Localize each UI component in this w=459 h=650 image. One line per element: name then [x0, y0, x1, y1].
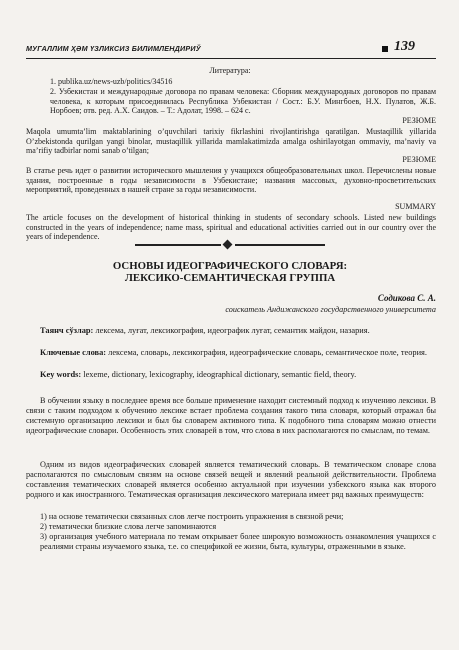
ornament-right-bar: [235, 244, 325, 246]
keywords-ru-text: лексема, словарь, лексикография, идеографические словарь, семантическое поле, теория.: [108, 348, 428, 357]
keywords-en-text: lexeme, dictionary, lexicography, ideographical dictionary, semantic field, theory.: [83, 370, 357, 379]
keywords-uz: [26, 326, 436, 336]
list-item: 2) тематически близкие слова легче запоминаются: [40, 522, 217, 531]
reference-item-2: 2. Узбекистан и международные договора по правам человека: Сборник международных договоров по правам человека, к которым присоединилась Республика Узбекистан / Сост.: Б.У. Мингбоев, Н.Х. Пулатов, Ж.Б. Норбоев; отв. ред. А.Х. Саидов. – Т.: Адолат, 1998. – 624 с.: [50, 87, 436, 116]
reference-item-1: 1. publika.uz/news-uzb/politics/34516: [50, 77, 173, 86]
keywords-en: [26, 370, 436, 380]
references-heading: Литература:: [209, 66, 251, 75]
page-number: 139: [394, 39, 415, 54]
article-title-line-1: ОСНОВЫ ИДЕОГРАФИЧЕСКОГО СЛОВАРЯ:: [112, 260, 348, 272]
abstract-ru-heading: РЕЗЮМЕ: [402, 155, 436, 164]
abstract-ru-text: В статье речь идет о развитии исторического мышления у учащихся общеобразовательных школ. Перечислены новые здания, построенные в годы независимости в Узбекистане; названия массовых, духовно-просветительских мероприятий, проведенных в нашей стране за годы независимости.: [26, 166, 436, 195]
abstract-uz-text: Maqola umumta’lim maktablarining o’quvchilari tarixiy fikrlashini rivojlantirishga qaratilgan. Mustaqillik yillarida O’zbekistonda qurilgan yangi binolar, mustaqillik yillarida mamlakatimizda amalga oshirilayotgan ommaviy, ma’naviy va ma’rifiy tadbirlar nomi sanab o’tilgan;: [26, 127, 436, 156]
running-header: [26, 39, 436, 58]
keywords-ru-label: Ключевые слова:: [40, 348, 107, 357]
summary-heading: SUMMARY: [395, 202, 436, 211]
header-rule: [26, 58, 436, 59]
author-affiliation: соискатель Андижанского государственного университета: [225, 305, 436, 314]
advantages-list: [40, 512, 436, 552]
list-item: 3) организация учебного материала по темам открывает более широкую возможность ознакомления учащихся с реалиями страны изучаемого языка, т.е. со спецификой ее жизни, быта, культуры, отраженными в языке.: [40, 532, 436, 551]
body-paragraph-1: В обучении языку в последнее время все больше применение находит системный подход к изучению лексики. В связи с таким подходом к обучению лексике встает проблема создания такого типа словаря, который отражал бы системную организацию лексики и был бы словарем активного типа. К подобного типа словарям можно отнести идеографические словари. Особенность этих словарей в том, что слова в них располагаются по смыслам, по темам.: [26, 396, 436, 435]
article-title-line-2: ЛЕКСИКО-СЕМАНТИЧЕСКАЯ ГРУППА: [124, 272, 336, 284]
keywords-en-label: Key words:: [40, 370, 82, 379]
journal-title: МУГАЛЛИМ ҲӘМ ҮЗЛИКСИЗ БИЛИМЛЕНДИРИЎ: [26, 44, 201, 53]
summary-text: The article focuses on the development of historical thinking in students of secondary schools. Listed new buildings constructed in the years of independence; name mass, spiritual and educational activities carried out in our country over the years of independence.: [26, 213, 436, 242]
abstract-uz-heading: РЕЗЮМЕ: [402, 116, 436, 125]
keywords-uz-label: Таянч сўзлар:: [40, 326, 94, 335]
article-title: [40, 260, 420, 284]
square-bullet-icon: [382, 46, 388, 52]
ornament-divider: [135, 241, 325, 249]
keywords-uz-text: лексема, луғат, лексикография, идеографик луғат, семантик майдон, назария.: [95, 326, 370, 335]
article-author: Содикова С. А.: [377, 293, 436, 303]
list-item: 1) на основе тематически связанных слов легче построить упражнения в связной речи;: [40, 512, 344, 521]
body-paragraph-2: Одним из видов идеографических словарей является тематический словарь. В тематическом словаре слова располагаются по смысловым связям на основе связей вещей и явлений реальной действительности. Проблема составления тематических словарей является особенно актуальной при изучении узбекского языка как второго родного и как иностранного. Тематическая организация лексического материала имеет ряд важных преимуществ:: [26, 460, 436, 499]
keywords-ru: [26, 348, 436, 358]
ornament-left-bar: [135, 244, 221, 246]
ornament-diamond-icon: [223, 240, 233, 250]
